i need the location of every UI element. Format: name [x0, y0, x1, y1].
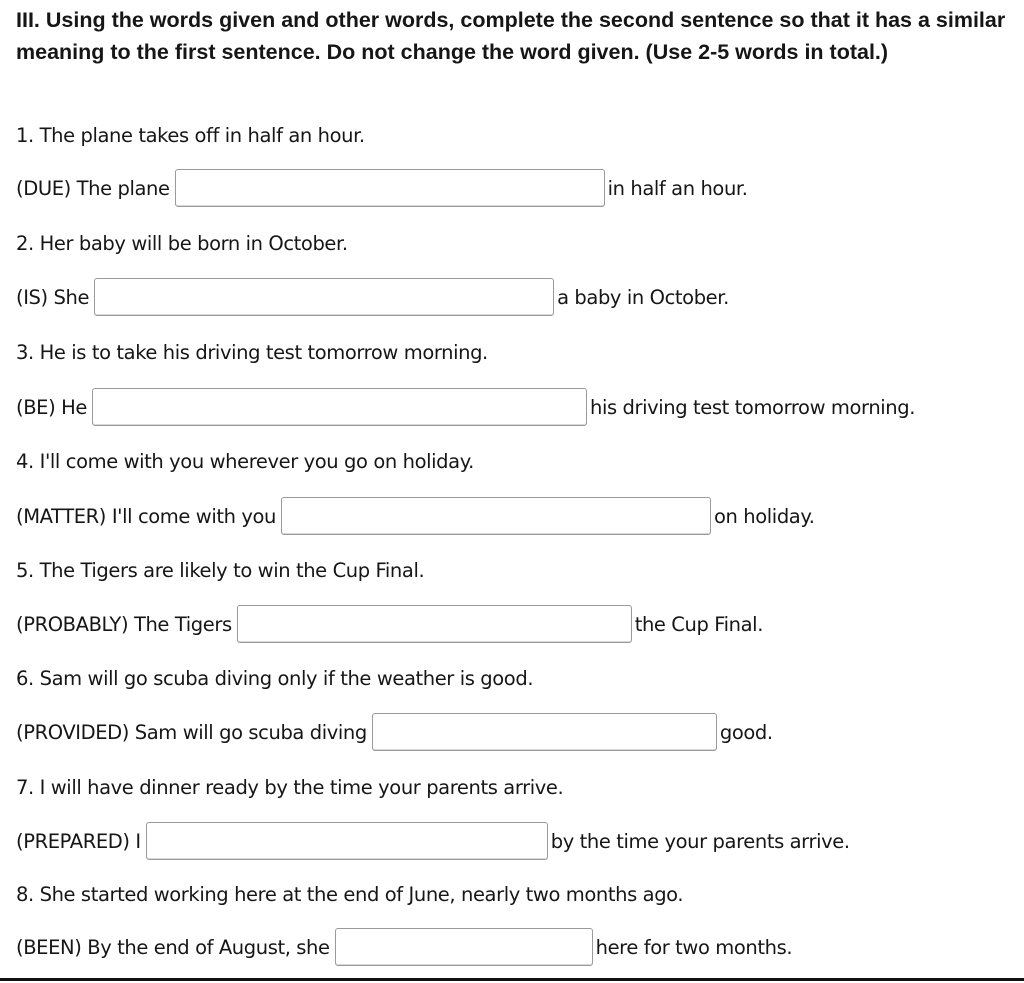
item-4-prefix: (MATTER) I'll come with you [16, 504, 277, 528]
item-6-original-text: 6. Sam will go scuba diving only if the weather is good. [16, 666, 534, 690]
item-7-answer-box[interactable] [146, 822, 548, 860]
item-1-original-text: 1. The plane takes off in half an hour. [16, 123, 365, 147]
item-2-prefix: (IS) She [16, 285, 90, 309]
item-7-prefix: (PREPARED) I [16, 829, 141, 853]
item-3-original-text: 3. He is to take his driving test tomorrow morning. [16, 340, 488, 364]
item-6-prefix: (PROVIDED) Sam will go scuba diving [16, 720, 367, 744]
item-4-original [16, 441, 474, 481]
item-6-answer-box[interactable] [372, 713, 717, 751]
item-8-answer-box[interactable] [335, 928, 593, 966]
item-3-suffix: his driving test tomorrow morning. [589, 395, 916, 419]
item-7-suffix: by the time your parents arrive. [550, 829, 850, 853]
item-2-answer-box[interactable] [94, 278, 554, 316]
item-3-rewrite [16, 387, 915, 427]
item-8-prefix: (BEEN) By the end of August, she [16, 935, 330, 959]
item-1-answer-box[interactable] [175, 169, 605, 207]
item-8-original-text: 8. She started working here at the end of June, nearly two months ago. [16, 882, 684, 906]
item-3-prefix: (BE) He [16, 395, 87, 419]
item-1-prefix: (DUE) The plane [16, 176, 170, 200]
item-5-prefix: (PROBABLY) The Tigers [16, 612, 232, 636]
item-7-original [16, 767, 563, 807]
item-1-suffix: in half an hour. [607, 176, 748, 200]
item-5-rewrite [16, 604, 763, 644]
item-5-suffix: the Cup Final. [634, 612, 763, 636]
item-2-rewrite [16, 277, 729, 317]
item-1-original [16, 115, 365, 155]
exercise-instructions: III. Using the words given and other words, complete the second sentence so that it has a similar meaning to the first sentence. Do not change the word given. (Use 2-5 words in total.) [16, 8, 1006, 64]
item-4-suffix: on holiday. [714, 504, 815, 528]
item-8-rewrite [16, 927, 792, 967]
item-2-suffix: a baby in October. [557, 285, 729, 309]
item-7-original-text: 7. I will have dinner ready by the time your parents arrive. [16, 775, 564, 799]
item-3-original [16, 332, 488, 372]
item-8-original [16, 874, 683, 914]
item-2-original-text: 2. Her baby will be born in October. [16, 231, 348, 255]
item-7-rewrite [16, 821, 850, 861]
item-1-rewrite [16, 168, 748, 208]
item-6-suffix: good. [719, 720, 773, 744]
item-5-original-text: 5. The Tigers are likely to win the Cup Final. [16, 558, 425, 582]
item-4-original-text: 4. I'll come with you wherever you go on holiday. [16, 449, 474, 473]
item-4-answer-box[interactable] [281, 497, 711, 535]
item-4-rewrite [16, 496, 815, 536]
item-2-original [16, 223, 348, 263]
item-3-answer-box[interactable] [92, 388, 587, 426]
item-6-original [16, 658, 533, 698]
bottom-border-line [0, 978, 1024, 981]
item-8-suffix: here for two months. [595, 935, 793, 959]
item-6-rewrite [16, 712, 773, 752]
item-5-answer-box[interactable] [237, 605, 632, 643]
item-5-original [16, 550, 424, 590]
